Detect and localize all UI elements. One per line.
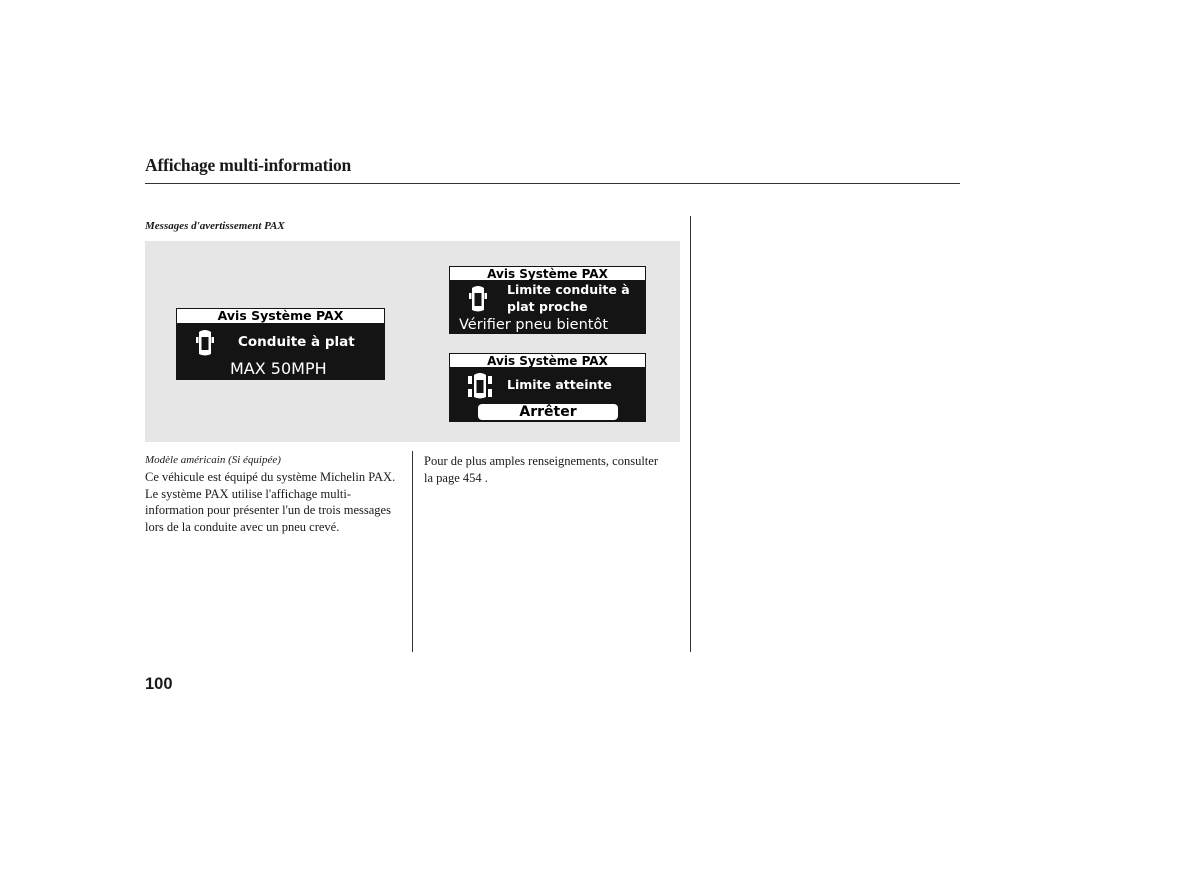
column-divider-right bbox=[690, 216, 691, 652]
figure-caption: Messages d'avertissement PAX bbox=[145, 220, 285, 232]
display-limit-near bbox=[449, 266, 646, 334]
right-paragraph: Pour de plus amples renseignements, consulter la page 454 . bbox=[424, 454, 658, 485]
car-icon bbox=[469, 284, 487, 314]
display-check-tire: Vérifier pneu bientôt bbox=[459, 317, 609, 333]
display-message-cont: plat proche bbox=[507, 299, 588, 314]
model-label: Modèle américain (Si équipée) bbox=[145, 454, 281, 466]
display-speed-limit: MAX 50MPH bbox=[230, 359, 327, 378]
stop-label: Arrêter bbox=[478, 404, 618, 420]
display-message: Conduite à plat bbox=[238, 334, 355, 350]
title-rule bbox=[145, 183, 960, 184]
display-limit-reached bbox=[449, 353, 646, 422]
car-icon bbox=[196, 328, 214, 358]
left-paragraph: Ce véhicule est équipé du système Michelin PAX. Le système PAX utilise l'affichage multi-information pour présenter l'un de trois messages lors de la conduite avec un pneu crevé. bbox=[145, 470, 396, 534]
column-divider-middle bbox=[412, 451, 413, 652]
display-header: Avis Système PAX bbox=[449, 353, 646, 368]
display-message: Limite conduite à bbox=[507, 282, 630, 297]
display-header: Avis Système PAX bbox=[449, 266, 646, 281]
display-message: Limite atteinte bbox=[507, 377, 612, 392]
page-number: 100 bbox=[145, 675, 173, 693]
display-drive-flat bbox=[176, 308, 385, 380]
car-wheels-icon bbox=[467, 371, 493, 401]
display-header: Avis Système PAX bbox=[176, 308, 385, 324]
page-title: Affichage multi-information bbox=[145, 155, 352, 175]
